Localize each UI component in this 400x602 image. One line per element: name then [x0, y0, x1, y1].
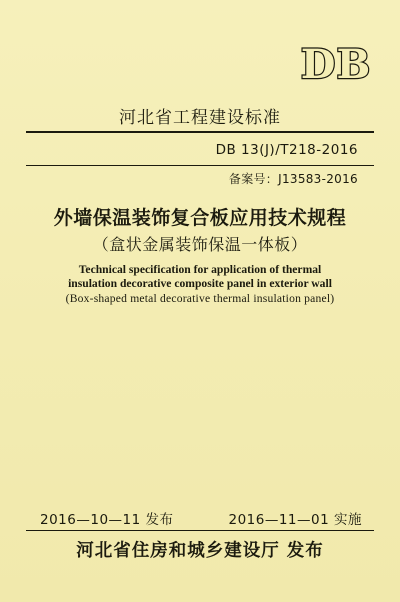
standard-number: DB 13(J)/T218-2016	[215, 142, 358, 158]
standard-category: 河北省工程建设标准	[119, 108, 281, 128]
db-logo	[294, 40, 378, 84]
subtitle-english: (Box-shaped metal decorative thermal insulation panel)	[65, 292, 335, 305]
subtitle-chinese: （盒状金属装饰保温一体板）	[92, 235, 308, 254]
record-number: 备案号：J13583-2016	[228, 172, 358, 186]
effective-date: 2016—11—01 实施	[228, 512, 362, 528]
issue-date: 2016—10—11 发布	[40, 512, 174, 528]
header-rule	[26, 131, 374, 133]
db-logo-text: DB	[300, 41, 372, 84]
title-chinese: 外墙保温装饰复合板应用技术规程	[53, 207, 347, 229]
title-english	[0, 263, 400, 291]
footer-rule	[26, 530, 374, 531]
number-rule	[26, 165, 374, 166]
publisher: 河北省住房和城乡建设厅 发布	[76, 541, 324, 561]
title-english-line-2: insulation decorative composite panel in exterior wall	[68, 277, 332, 290]
title-english-line-1: Technical specification for application of thermal	[78, 263, 322, 276]
